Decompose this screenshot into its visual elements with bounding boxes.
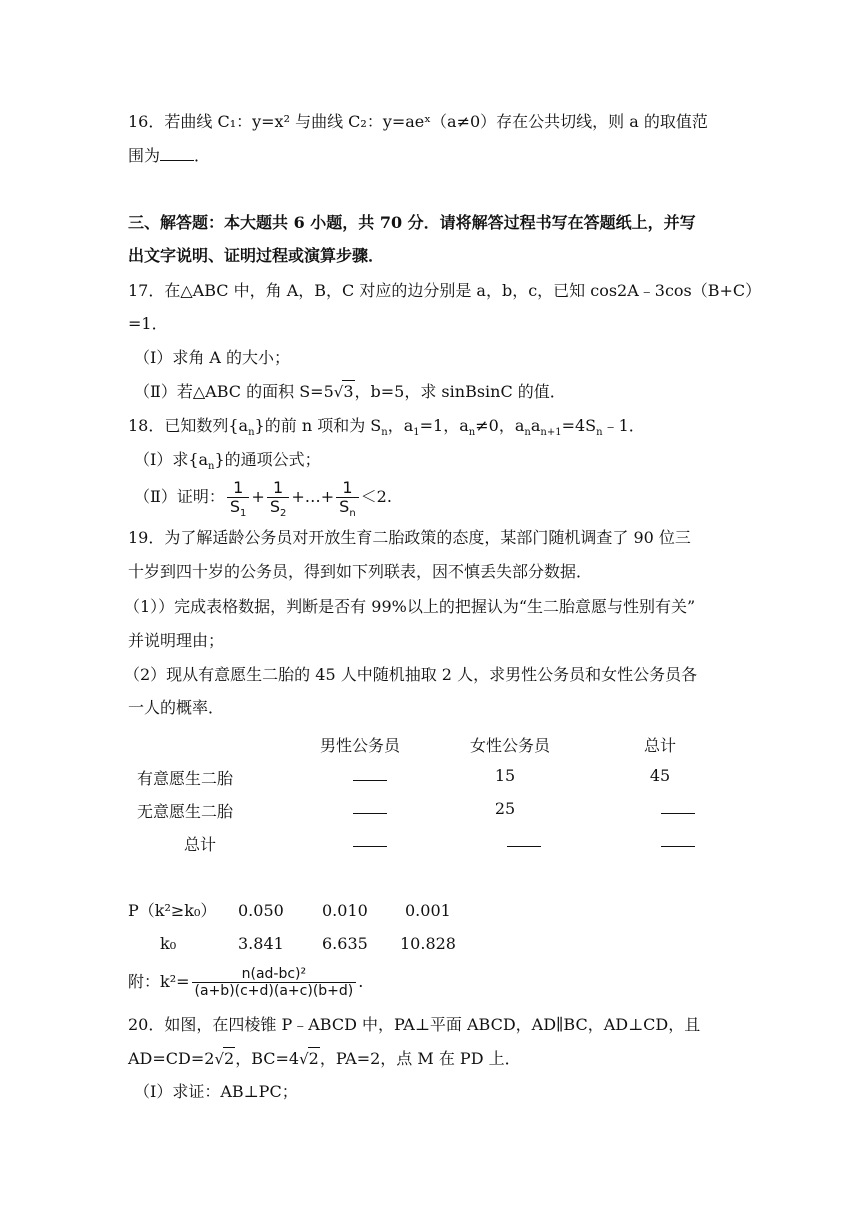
table-blank <box>507 846 541 847</box>
q18-part2-prefix: （Ⅱ）证明： <box>134 487 225 506</box>
ref-row-1-label: P（k²≥k₀） <box>128 901 217 920</box>
table-blank <box>661 813 695 814</box>
ref-value: 0.010 <box>322 901 368 920</box>
table-blank <box>353 813 387 814</box>
subscript: n+1 <box>540 427 562 439</box>
q20-line2 <box>128 1047 521 1070</box>
fraction-numerator: 1 <box>336 479 359 498</box>
q19-part1-line2: 并说明理由； <box>128 631 225 650</box>
section3-heading-line1: 三、解答题：本大题共 6 小题，共 70 分．请将解答过程书写在答题纸上，并写 <box>128 213 696 232</box>
q19-line1: 19．为了解适龄公务员对开放生育二胎政策的态度，某部门随机调查了 90 位三 <box>128 528 691 547</box>
q18-line1 <box>128 415 645 437</box>
q18-text: ，a <box>387 416 414 435</box>
ref-row-2-label: k₀ <box>160 934 177 953</box>
fraction-denominator-s: S <box>269 496 280 516</box>
subscript: 2 <box>279 507 287 519</box>
ref-value: 0.050 <box>238 901 284 920</box>
q18-part1-text: （Ⅰ）求{a <box>134 450 209 469</box>
fraction-denominator <box>336 496 359 519</box>
sqrt-radicand: 3 <box>343 382 354 401</box>
fraction-1-over-s1 <box>227 477 250 519</box>
subscript: n <box>524 427 531 439</box>
subscript: n <box>596 427 603 439</box>
table-cell <box>506 832 542 851</box>
q18-part1-text: }的通项公式； <box>214 450 321 469</box>
q19-line2: 十岁到四十岁的公务员，得到如下列联表，因不慎丢失部分数据． <box>128 562 593 581</box>
subscript: 1 <box>413 427 420 439</box>
fraction-numerator: 1 <box>267 479 290 498</box>
q18-part2-suffix: ＜2. <box>360 487 392 506</box>
k2-formula <box>128 960 363 1004</box>
sqrt-radicand: 2 <box>224 1049 235 1068</box>
subscript: n <box>381 427 388 439</box>
sqrt-symbol: √ <box>299 1050 309 1068</box>
subscript: 1 <box>240 507 247 519</box>
table-cell <box>660 832 696 851</box>
q18-text: 18．已知数列{a <box>128 416 249 435</box>
ref-value: 6.635 <box>322 934 368 953</box>
formula-suffix: . <box>358 972 364 991</box>
q16-line1: 16．若曲线 C₁：y=x² 与曲线 C₂：y=aeˣ（a≠0）存在公共切线，则 a 的取值范 <box>128 112 708 131</box>
formula-denominator: (a+b)(c+d)(a+c)(b+d) <box>194 982 354 999</box>
fraction-1-over-s2 <box>267 477 290 519</box>
q18-text: =1，a <box>419 416 469 435</box>
fraction-denominator-s: S <box>339 496 350 516</box>
ref-value: 0.001 <box>405 901 451 920</box>
q20-text: ，BC=4 <box>235 1049 300 1068</box>
q19-part2-line2: 一人的概率． <box>128 698 225 717</box>
subscript: n <box>208 461 215 473</box>
subscript: n <box>468 427 476 439</box>
q20-line1: 20．如图，在四棱锥 P﹣ABCD 中，PA⊥平面 ABCD，AD∥BC，AD⊥CD，且 <box>128 1015 701 1034</box>
q17-line2: =1． <box>128 314 168 333</box>
table-cell <box>352 832 388 851</box>
table-header: 女性公务员 <box>469 736 550 755</box>
sqrt-radicand: 2 <box>308 1049 319 1068</box>
table-cell: 15 <box>494 766 516 785</box>
table-row-label: 总计 <box>183 835 216 854</box>
q20-text: AD=CD=2 <box>128 1049 215 1068</box>
q18-part1 <box>134 449 321 471</box>
answer-blank <box>160 146 194 161</box>
ref-value: 10.828 <box>400 934 456 953</box>
table-cell: 25 <box>494 799 516 818</box>
q19-part2-line1: （2）现从有意愿生二胎的 45 人中随机抽取 2 人，求男性公务员和女性公务员各 <box>124 665 698 684</box>
q18-text: }的前 n 项和为 S <box>254 416 382 435</box>
table-header: 总计 <box>643 736 676 755</box>
q18-text: a <box>530 416 541 435</box>
q18-part2 <box>134 475 392 519</box>
plus-sign: + <box>251 487 265 506</box>
q20-text: ，PA=2，点 M 在 PD 上． <box>319 1049 521 1068</box>
subscript: n <box>349 507 356 519</box>
q16-line2-prefix: 围为 <box>128 146 161 165</box>
table-header: 男性公务员 <box>319 736 400 755</box>
contingency-table <box>120 731 740 861</box>
q17-part1: （Ⅰ）求角 A 的大小； <box>134 348 291 367</box>
table-row-label: 无意愿生二胎 <box>136 802 233 821</box>
fraction-1-over-sn <box>336 477 359 519</box>
ref-value: 3.841 <box>238 934 284 953</box>
formula-prefix: 附：k²= <box>128 972 190 991</box>
table-cell: 45 <box>649 766 671 785</box>
formula-numerator: n(ad-bc)² <box>192 966 357 983</box>
section3-heading-line2: 出文字说明、证明过程或演算步骤． <box>128 246 385 265</box>
sqrt-symbol: √ <box>333 383 344 401</box>
fraction-denominator-s: S <box>229 496 241 516</box>
q18-text: ﹣1． <box>602 416 645 435</box>
fraction-numerator: 1 <box>227 479 250 498</box>
table-blank <box>661 846 695 847</box>
subscript: n <box>248 427 255 439</box>
q18-text: ≠0，a <box>475 416 525 435</box>
fraction-denominator <box>267 496 290 519</box>
sqrt-symbol: √ <box>214 1050 225 1068</box>
table-row-label: 有意愿生二胎 <box>136 769 233 788</box>
table-blank <box>353 846 387 847</box>
table-cell <box>660 799 696 818</box>
fraction-denominator <box>227 496 250 519</box>
q16-line2 <box>128 145 210 167</box>
q17-part2-suffix: ，b=5，求 sinBsinC 的值． <box>354 382 566 401</box>
q17-part2-prefix: （Ⅱ）若△ABC 的面积 S=5 <box>134 382 334 401</box>
q19-part1-line1: （1））完成表格数据，判断是否有 99%以上的把握认为“生二胎意愿与性别有关” <box>124 597 696 616</box>
q16-line2-suffix: ． <box>194 146 211 165</box>
q17-line1: 17．在△ABC 中，角 A，B，C 对应的边分别是 a，b，c，已知 cos2A﹣3cos（B+C） <box>128 281 762 300</box>
q17-part2 <box>134 380 566 403</box>
table-cell <box>352 799 388 818</box>
q18-text: =4S <box>561 416 597 435</box>
k2-fraction <box>192 966 357 999</box>
ellipsis-sum: +…+ <box>291 487 335 506</box>
table-blank <box>353 780 387 781</box>
table-cell <box>352 766 388 785</box>
q20-part1: （Ⅰ）求证：AB⊥PC； <box>134 1082 298 1101</box>
